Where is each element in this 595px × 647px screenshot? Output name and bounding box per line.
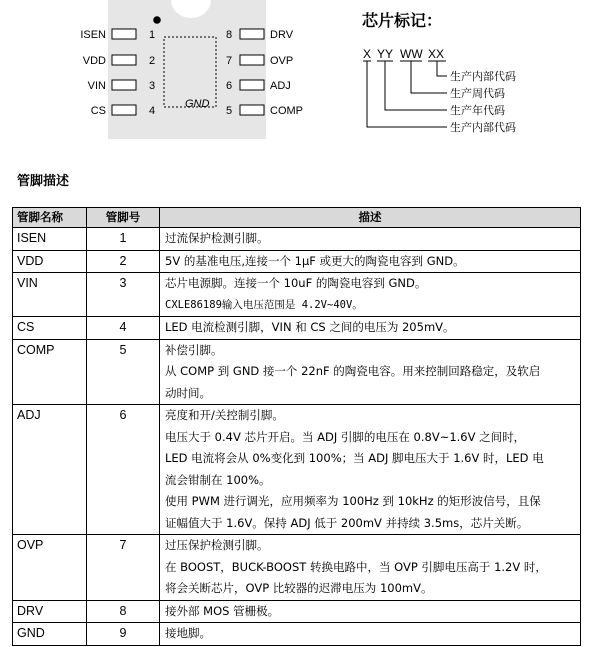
pin-number: 3 bbox=[149, 80, 156, 92]
pin-box bbox=[240, 105, 264, 115]
pin-number: 6 bbox=[226, 80, 233, 92]
description-line: 补偿引脚。 bbox=[165, 342, 223, 357]
pin-number-cell: 9 bbox=[87, 623, 160, 646]
pin-box bbox=[240, 29, 264, 39]
description-line: 证幅值大于 1.6V。保持 ADJ 低于 200mV 并持续 3.5ms，芯片关断。 bbox=[165, 515, 529, 530]
description-line: CXLE86189输入电压范围是 4.2V~40V。 bbox=[165, 298, 363, 311]
pin-name-cell: ADJ bbox=[13, 405, 87, 535]
pin-description-cell bbox=[160, 405, 581, 535]
mark-code-x1: X bbox=[363, 47, 372, 61]
description-line: 从 COMP 到 GND 接一个 22nF 的陶瓷电容。用来控制回路稳定，及软启 bbox=[165, 364, 541, 378]
mark-desc: 生产周代码 bbox=[450, 87, 505, 100]
description-line: 接地脚。 bbox=[165, 626, 211, 640]
pin-box bbox=[112, 29, 136, 39]
pin-number: 4 bbox=[149, 105, 156, 117]
pin-number-cell: 2 bbox=[87, 250, 160, 273]
marking-title: 芯片标记： bbox=[362, 11, 443, 30]
pin-name-cell: DRV bbox=[13, 600, 87, 623]
description-line: 使用 PWM 进行调光，应用频率为 100Hz 到 10kHz 的矩形波信号，且保 bbox=[165, 494, 541, 508]
pin-number-cell: 7 bbox=[87, 535, 160, 601]
pin-name-cell: VDD bbox=[13, 250, 87, 273]
description-line: 电压大于 0.4V 芯片开启。当 ADJ 引脚的电压在 0.8V~1.6V 之间时， bbox=[165, 429, 526, 444]
pin-number-cell: 5 bbox=[87, 339, 160, 405]
description-line: LED 电流将会从 0%变化到 100%；当 ADJ 脚电压大于 1.6V 时，LED 电 bbox=[165, 451, 544, 465]
pin-name-cell: COMP bbox=[13, 339, 87, 405]
table-row bbox=[13, 339, 581, 405]
description-line: 在 BOOST，BUCK-BOOST 转换电路中，当 OVP 引脚电压高于 1.2V 时， bbox=[165, 559, 547, 574]
description-line: LED 电流检测引脚，VIN 和 CS 之间的电压为 205mV。 bbox=[165, 320, 455, 334]
pin-box bbox=[240, 80, 264, 90]
pin-number-cell: 1 bbox=[87, 228, 160, 251]
pin-number-cell: 3 bbox=[87, 273, 160, 317]
pin-box bbox=[240, 55, 264, 65]
pin-label-isen: ISEN bbox=[80, 29, 106, 41]
pin-number: 7 bbox=[226, 55, 233, 67]
pin-description-cell bbox=[160, 339, 581, 405]
description-line: 亮度和开/关控制引脚。 bbox=[165, 408, 284, 422]
pin-description-cell bbox=[160, 535, 581, 601]
marking-diagram bbox=[355, 40, 585, 140]
pin-number: 1 bbox=[149, 29, 156, 41]
description-line: 将会关断芯片，OVP 比较器的迟滞电压为 100mV。 bbox=[165, 581, 433, 595]
pin-description-cell bbox=[160, 623, 581, 646]
pin-number-cell: 4 bbox=[87, 317, 160, 340]
mark-code-ww: WW bbox=[400, 47, 423, 61]
description-line: 接外部 MOS 管栅极。 bbox=[165, 603, 280, 618]
package-shadow bbox=[108, 0, 266, 139]
mark-desc: 生产年代码 bbox=[450, 104, 505, 117]
pin-label-vin: VIN bbox=[87, 80, 106, 92]
description-line: 5V 的基准电压,连接一个 1μF 或更大的陶瓷电容到 GND。 bbox=[165, 253, 465, 268]
pin-number: 8 bbox=[226, 29, 233, 41]
pin-description-table bbox=[12, 207, 581, 646]
pin-name-cell: GND bbox=[13, 623, 87, 646]
mark-leader bbox=[437, 61, 447, 76]
mark-leader bbox=[411, 61, 447, 93]
pin-number: 2 bbox=[149, 55, 156, 67]
pin-label-vdd: VDD bbox=[82, 55, 106, 67]
header-description: 描述 bbox=[160, 208, 581, 228]
description-line: 动时间。 bbox=[165, 385, 211, 400]
pin-number-cell: 8 bbox=[87, 600, 160, 623]
pin-name-cell: OVP bbox=[13, 535, 87, 601]
description-line: 流会钳制在 100%。 bbox=[165, 472, 271, 487]
table-row bbox=[13, 250, 581, 273]
pin-name-cell: VIN bbox=[13, 273, 87, 317]
pin-description-cell bbox=[160, 228, 581, 251]
pin1-dot bbox=[153, 16, 161, 24]
pin-label-adj: ADJ bbox=[270, 80, 291, 92]
pin-box bbox=[112, 105, 136, 115]
mark-leader bbox=[367, 61, 447, 127]
description-line: 过流保护检测引脚。 bbox=[165, 231, 269, 245]
pin-box bbox=[112, 55, 136, 65]
table-row bbox=[13, 228, 581, 251]
mark-code-yy: YY bbox=[377, 47, 394, 61]
pin-description-cell bbox=[160, 250, 581, 273]
header-pin-name: 管脚名称 bbox=[13, 208, 87, 228]
table-row bbox=[13, 273, 581, 317]
pin-label-cs: CS bbox=[90, 105, 106, 117]
pin-label-ovp: OVP bbox=[270, 55, 294, 67]
pad-label: GND bbox=[185, 98, 210, 110]
pin-label-drv: DRV bbox=[270, 29, 294, 41]
pin-name-cell: CS bbox=[13, 317, 87, 340]
mark-desc: 生产内部代码 bbox=[450, 121, 516, 134]
table-row bbox=[13, 623, 581, 646]
pin-name-cell: ISEN bbox=[13, 228, 87, 251]
table-row bbox=[13, 405, 581, 535]
pin-box bbox=[112, 80, 136, 90]
header-pin-number: 管脚号 bbox=[87, 208, 160, 228]
table-body bbox=[13, 228, 581, 646]
table-row bbox=[13, 317, 581, 340]
section-title: 管脚描述 bbox=[17, 174, 70, 189]
pin-description-cell bbox=[160, 273, 581, 317]
description-line: 芯片电源脚。连接一个 10uF 的陶瓷电容到 GND。 bbox=[165, 276, 427, 290]
ic-pinout-diagram bbox=[0, 0, 345, 140]
mark-desc: 生产内部代码 bbox=[450, 70, 516, 83]
pin-label-comp: COMP bbox=[270, 105, 303, 117]
pin-number: 5 bbox=[226, 105, 233, 117]
pin-description-cell bbox=[160, 600, 581, 623]
mark-leader bbox=[385, 61, 447, 110]
description-line: 过压保护检测引脚。 bbox=[165, 538, 269, 552]
table-row bbox=[13, 600, 581, 623]
table-row bbox=[13, 535, 581, 601]
pin-description-cell bbox=[160, 317, 581, 340]
mark-code-xx: XX bbox=[428, 47, 445, 61]
pin-number-cell: 6 bbox=[87, 405, 160, 535]
table-header-row bbox=[13, 208, 581, 228]
